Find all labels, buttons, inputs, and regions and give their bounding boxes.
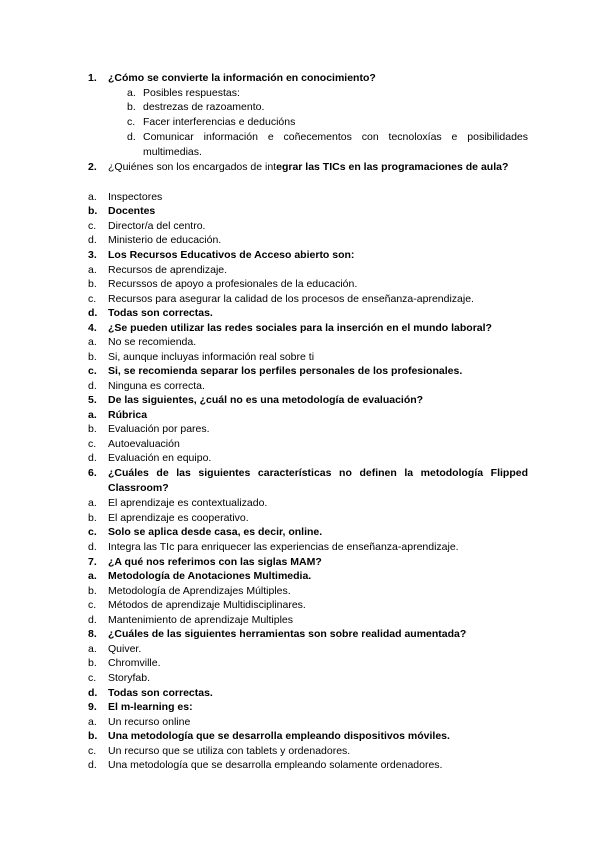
option-text: Un recurso online <box>108 716 191 728</box>
option-text: Una metodología que se desarrolla empleando solamente ordenadores. <box>108 759 443 771</box>
option-text: Docentes <box>108 205 156 217</box>
question-3 <box>88 248 528 263</box>
option-letter: c. <box>88 220 97 232</box>
option-letter: d. <box>88 380 97 392</box>
option-text: Chromville. <box>108 657 161 669</box>
option-6d <box>88 540 528 555</box>
option-text: Si, se recomienda separar los perfiles personales de los profesionales. <box>108 365 463 377</box>
option-3a <box>88 263 528 278</box>
option-letter: c. <box>88 599 97 611</box>
question-8 <box>88 627 528 642</box>
option-8a <box>88 642 528 657</box>
option-7c <box>88 598 528 613</box>
option-9c <box>88 744 528 759</box>
option-letter: b. <box>88 657 97 669</box>
option-letter: a. <box>88 497 97 509</box>
option-6a <box>88 496 528 511</box>
option-2d <box>88 233 528 248</box>
option-text: Ninguna es correcta. <box>108 380 205 392</box>
question-number: 8. <box>88 628 97 640</box>
option-text: Metodología de Anotaciones Multimedia. <box>108 570 312 582</box>
option-7d <box>88 613 528 628</box>
option-1c <box>127 115 528 130</box>
option-8c <box>88 671 528 686</box>
option-letter: b. <box>88 423 97 435</box>
question-2 <box>88 160 528 175</box>
question-6 <box>88 466 528 495</box>
option-letter: a. <box>88 264 97 276</box>
question-number: 1. <box>88 72 97 84</box>
option-text: Evaluación en equipo. <box>108 452 212 464</box>
option-letter: a. <box>127 87 136 99</box>
option-letter: c. <box>88 365 97 377</box>
question-text-bold: egrar las TICs en las programaciones de aula? <box>276 161 509 173</box>
option-5c <box>88 437 528 452</box>
option-letter: c. <box>88 672 97 684</box>
question-number: 2. <box>88 161 97 173</box>
option-letter: a. <box>88 336 97 348</box>
option-3d <box>88 306 528 321</box>
question-text: ¿Cómo se convierte la información en conocimiento? <box>108 72 376 84</box>
option-text: Recursos para asegurar la calidad de los procesos de enseñanza-aprendizaje. <box>108 293 474 305</box>
option-letter: d. <box>88 687 98 699</box>
option-9b <box>88 729 528 744</box>
option-text: Mantenimiento de aprendizaje Multiples <box>108 614 294 626</box>
option-letter: b. <box>88 512 97 524</box>
option-letter: c. <box>88 293 97 305</box>
option-text: Todas son correctas. <box>108 307 213 319</box>
question-text: Los Recursos Educativos de Acceso abierto son: <box>108 249 355 261</box>
option-letter: b. <box>88 585 97 597</box>
question-text: ¿Cuáles de las siguientes herramientas son sobre realidad aumentada? <box>108 628 467 640</box>
option-letter: d. <box>127 131 136 143</box>
option-8d <box>88 686 528 701</box>
option-text: El aprendizaje es contextualizado. <box>108 497 268 509</box>
option-1b <box>127 100 528 115</box>
option-letter: a. <box>88 191 97 203</box>
option-text: Un recurso que se utiliza con tablets y ordenadores. <box>108 745 351 757</box>
question-text: De las siguientes, ¿cuál no es una metodología de evaluación? <box>108 394 424 406</box>
question-7 <box>88 555 528 570</box>
option-text: Director/a del centro. <box>108 220 206 232</box>
option-letter: b. <box>88 278 97 290</box>
option-text: No se recomienda. <box>108 336 197 348</box>
question-9 <box>88 700 528 715</box>
option-text: Facer interferencias e deducións <box>143 116 296 128</box>
option-6c <box>88 525 528 540</box>
option-letter: a. <box>88 643 97 655</box>
option-5d <box>88 451 528 466</box>
question-number: 5. <box>88 394 97 406</box>
option-letter: d. <box>88 452 97 464</box>
option-text: Si, aunque incluyas información real sobre ti <box>108 351 315 363</box>
option-text: Una metodología que se desarrolla empleando dispositivos móviles. <box>108 730 450 742</box>
option-letter: c. <box>88 745 97 757</box>
option-text: Recurssos de apoyo a profesionales de la educación. <box>108 278 358 290</box>
option-letter: d. <box>88 234 97 246</box>
option-letter: a. <box>88 716 97 728</box>
option-1a <box>127 86 528 101</box>
option-text: El aprendizaje es cooperativo. <box>108 512 249 524</box>
option-4d <box>88 379 528 394</box>
question-text: ¿A qué nos referimos con las siglas MAM? <box>108 556 322 568</box>
option-3b <box>88 277 528 292</box>
option-text: Comunicar información e coñecementos con tecnoloxías e posibilidades multimedias. <box>143 131 528 158</box>
option-text: Ministerio de educación. <box>108 234 222 246</box>
option-8b <box>88 656 528 671</box>
option-letter: a. <box>88 409 97 421</box>
option-4c <box>88 364 528 379</box>
option-text: Metodología de Aprendizajes Múltiples. <box>108 585 291 597</box>
option-letter: b. <box>127 101 136 113</box>
option-text: Storyfab. <box>108 672 151 684</box>
option-2c <box>88 219 528 234</box>
option-text: Solo se aplica desde casa, es decir, online. <box>108 526 323 538</box>
question-text: ¿Se pueden utilizar las redes sociales para la inserción en el mundo laboral? <box>108 322 492 334</box>
question-number: 9. <box>88 701 97 713</box>
option-letter: d. <box>88 759 97 771</box>
option-text: Todas son correctas. <box>108 687 213 699</box>
option-7b <box>88 584 528 599</box>
option-letter: b. <box>88 205 98 217</box>
option-letter: b. <box>88 730 98 742</box>
question-number: 6. <box>88 467 97 479</box>
question-5 <box>88 393 528 408</box>
option-text: Recursos de aprendizaje. <box>108 264 228 276</box>
option-letter: c. <box>88 526 97 538</box>
option-4b <box>88 350 528 365</box>
option-text: destrezas de razoamento. <box>143 101 265 113</box>
option-text: Evaluación por pares. <box>108 423 210 435</box>
option-letter: c. <box>88 438 97 450</box>
option-5a <box>88 408 528 423</box>
option-text: Integra las TIc para enriquecer las experiencias de enseñanza-aprendizaje. <box>108 541 459 553</box>
option-letter: a. <box>88 570 97 582</box>
option-2b <box>88 204 528 219</box>
option-text: Quiver. <box>108 643 142 655</box>
option-4a <box>88 335 528 350</box>
question-number: 7. <box>88 556 97 568</box>
option-3c <box>88 292 528 307</box>
question-text: ¿Cuáles de las siguientes características no definen la metodología Flipped Classroom? <box>108 467 528 494</box>
option-letter: c. <box>127 116 136 128</box>
option-letter: b. <box>88 351 97 363</box>
option-letter: d. <box>88 541 97 553</box>
option-text: Inspectores <box>108 191 163 203</box>
option-text: Rúbrica <box>108 409 148 421</box>
option-1d <box>127 130 528 159</box>
question-4 <box>88 321 528 336</box>
option-2a <box>88 190 528 205</box>
question-number: 3. <box>88 249 97 261</box>
option-letter: d. <box>88 614 97 626</box>
option-text: Autoevaluación <box>108 438 180 450</box>
question-number: 4. <box>88 322 97 334</box>
option-text: Métodos de aprendizaje Multidisciplinares. <box>108 599 306 611</box>
option-9a <box>88 715 528 730</box>
question-1 <box>88 71 528 86</box>
option-9d <box>88 758 528 773</box>
option-7a <box>88 569 528 584</box>
option-6b <box>88 511 528 526</box>
option-5b <box>88 422 528 437</box>
question-text-regular: ¿Quiénes son los encargados de int <box>108 161 277 173</box>
question-text: El m-learning es: <box>108 701 193 713</box>
option-text: Posibles respuestas: <box>143 87 240 99</box>
question-text <box>108 160 528 175</box>
option-letter: d. <box>88 307 98 319</box>
